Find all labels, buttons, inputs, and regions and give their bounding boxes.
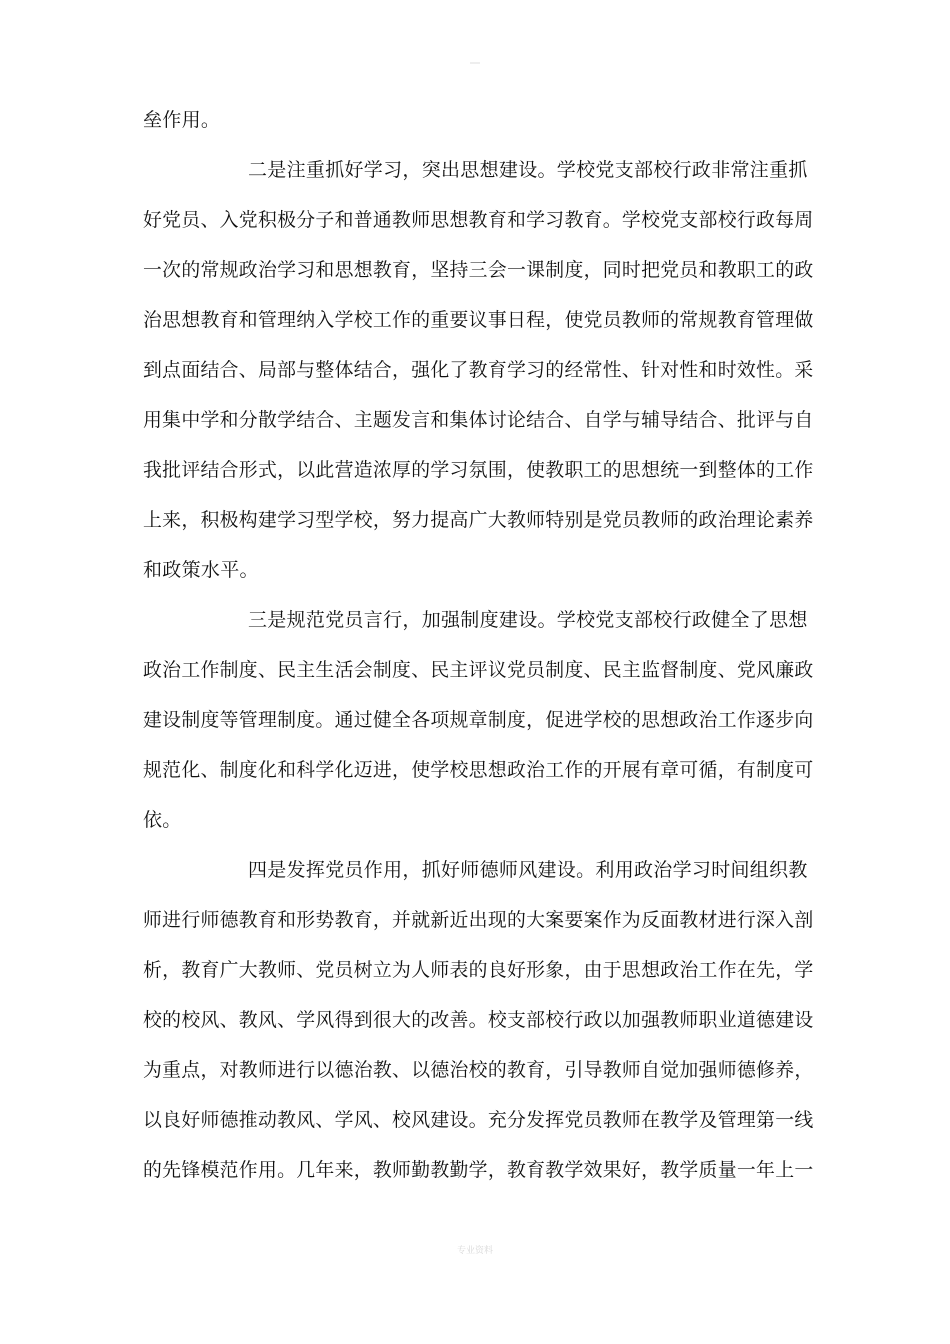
text-line: 用集中学和分散学结合、主题发言和集体讨论结合、自学与辅导结合、批评与自 <box>143 409 814 431</box>
text-line: 政治工作制度、民主生活会制度、民主评议党员制度、民主监督制度、党风廉政 <box>143 659 814 681</box>
text-line: 我批评结合形式，以此营造浓厚的学习氛围，使教职工的思想统一到整体的工作 <box>143 459 814 481</box>
text-line: 的先锋模范作用。几年来，教师勤教勤学，教育教学效果好，教学质量一年上一 <box>143 1159 814 1181</box>
paragraph-first-line: 四是发挥党员作用，抓好师德师风建设。利用政治学习时间组织教 <box>248 859 808 881</box>
text-line: 治思想教育和管理纳入学校工作的重要议事日程，使党员教师的常规教育管理做 <box>143 309 814 331</box>
text-line: 到点面结合、局部与整体结合，强化了教育学习的经常性、针对性和时效性。采 <box>143 359 814 381</box>
text-line: 上来，积极构建学习型学校，努力提高广大教师特别是党员教师的政治理论素养 <box>143 509 814 531</box>
text-line: 师进行师德教育和形势教育，并就新近出现的大案要案作为反面教材进行深入剖 <box>143 909 814 931</box>
text-line: 一次的常规政治学习和思想教育，坚持三会一课制度，同时把党员和教职工的政 <box>143 259 814 281</box>
text-line: 以良好师德推动教风、学风、校风建设。充分发挥党员教师在教学及管理第一线 <box>143 1109 814 1131</box>
text-line: 好党员、入党积极分子和普通教师思想教育和学习教育。学校党支部校行政每周 <box>143 209 814 231</box>
paragraph-first-line: 三是规范党员言行，加强制度建设。学校党支部校行政健全了思想 <box>248 609 808 631</box>
text-line: 建设制度等管理制度。通过健全各项规章制度，促进学校的思想政治工作逐步向 <box>143 709 814 731</box>
text-line: 依。 <box>143 809 182 831</box>
text-line: 规范化、制度化和科学化迈进，使学校思想政治工作的开展有章可循，有制度可 <box>143 759 814 781</box>
text-line: 垒作用。 <box>143 109 221 131</box>
text-line: 为重点，对教师进行以德治教、以德治校的教育，引导教师自觉加强师德修养， <box>143 1059 814 1081</box>
paragraph-first-line: 二是注重抓好学习，突出思想建设。学校党支部校行政非常注重抓 <box>248 159 808 181</box>
page-footer: 专业资料 <box>456 1246 493 1256</box>
text-line: 和政策水平。 <box>143 559 259 581</box>
text-line: 析，教育广大教师、党员树立为人师表的良好形象，由于思想政治工作在先，学 <box>143 959 814 981</box>
header-mark <box>470 62 480 64</box>
text-line: 校的校风、教风、学风得到很大的改善。校支部校行政以加强教师职业道德建设 <box>143 1009 814 1031</box>
